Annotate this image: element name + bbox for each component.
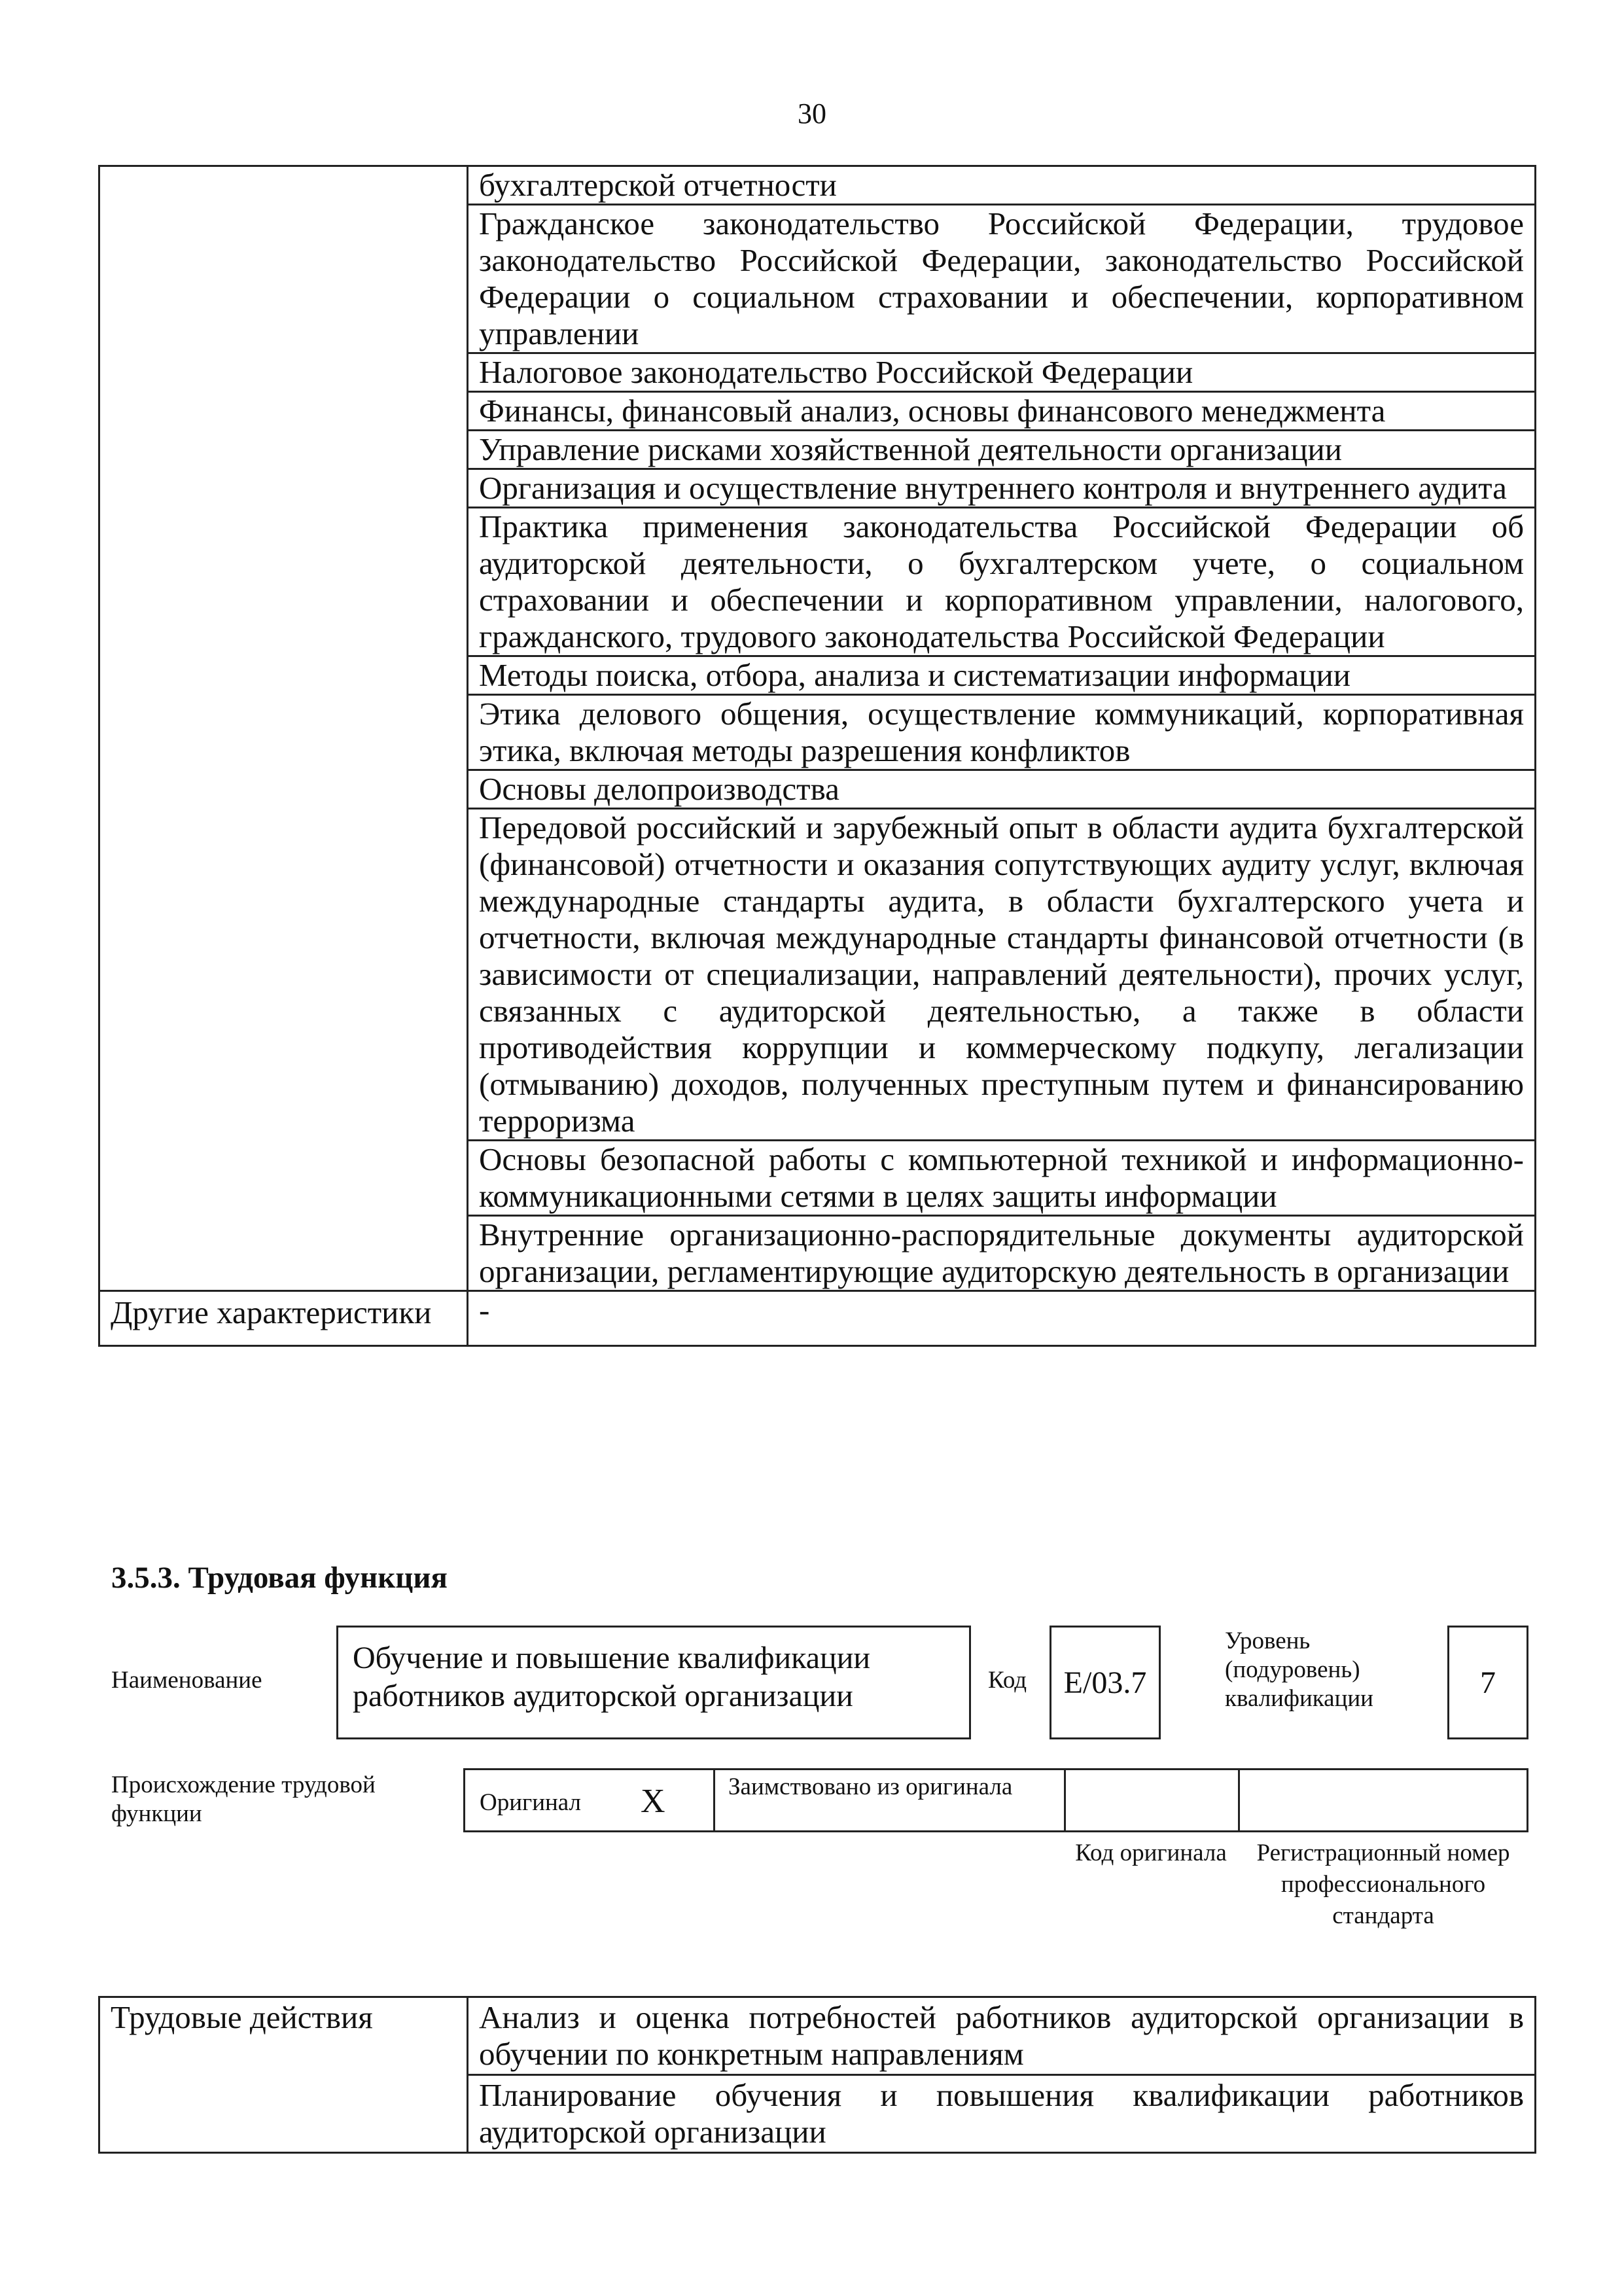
origin-label: Происхождение трудовой функции bbox=[111, 1771, 376, 1827]
other-characteristics-value: - bbox=[468, 1291, 1536, 1346]
table-row bbox=[99, 1997, 1536, 2075]
original-mark: X bbox=[641, 1783, 665, 1820]
borrowed-cell bbox=[715, 1770, 1066, 1830]
origin-row bbox=[463, 1768, 1528, 1832]
other-characteristics-label: Другие характеристики bbox=[99, 1291, 468, 1346]
table-cell: Организация и осуществление внутреннего контроля и внутреннего аудита bbox=[468, 469, 1536, 508]
table-cell: Основы делопроизводства bbox=[468, 770, 1536, 809]
table-cell: Методы поиска, отбора, анализа и систематизации информации bbox=[468, 656, 1536, 695]
original-cell bbox=[465, 1770, 715, 1830]
table-cell: Основы безопасной работы с компьютерной техникой и информационно-коммуникационными сетями в целях защиты информации bbox=[468, 1141, 1536, 1216]
table-cell: Налоговое законодательство Российской Федерации bbox=[468, 353, 1536, 392]
page-number: 30 bbox=[798, 98, 826, 130]
table-cell: Внутренние организационно-распорядительные документы аудиторской организации, регламентирующие аудиторскую деятельность в организации bbox=[468, 1216, 1536, 1291]
level-label: Уровень (подуровень) квалификации bbox=[1225, 1628, 1373, 1712]
table-cell: Анализ и оценка потребностей работников аудиторской организации в обучении по конкретным направлениям bbox=[468, 1997, 1536, 2075]
code-original-cell bbox=[1066, 1770, 1240, 1830]
code-label: Код bbox=[988, 1667, 1027, 1694]
section-heading: 3.5.3. Трудовая функция bbox=[111, 1561, 448, 1595]
table-cell: Практика применения законодательства Российской Федерации об аудиторской деятельности, о бухгалтерском учете, о социальном страховании и обеспечении и корпоративном управлении, налогового, гражданского, трудового законодательства Российской Федерации bbox=[468, 508, 1536, 656]
borrowed-label: Заимствовано из оригинала bbox=[728, 1773, 1013, 1800]
table-cell: Финансы, финансовый анализ, основы финансового менеджмента bbox=[468, 392, 1536, 431]
actions-label: Трудовые действия bbox=[99, 1997, 468, 2153]
table-cell: Передовой российский и зарубежный опыт в области аудита бухгалтерской (финансовой) отчетности и оказания сопутствующих аудиту услуг, включая международные стандарты аудита, в области бухгалтерского учета и отчетности, включая международные стандарты финансовой отчетности (в зависимости от специализации, направлений деятельности), прочих услуг, связанных с аудиторской деятельностью, а также в области противодействия коррупции и коммерческому подкупу, легализации (отмыванию) доходов, полученных преступным путем и финансированию терроризма bbox=[468, 809, 1536, 1141]
table-row bbox=[99, 1291, 1536, 1346]
name-label: Наименование bbox=[111, 1667, 262, 1694]
table-cell: Гражданское законодательство Российской Федерации, трудовое законодательство Российской Федерации, законодательство Российской Федерации о социальном страховании и обеспечении, корпоративном управлении bbox=[468, 205, 1536, 353]
reg-number-caption: Регистрационный номер профессионального стандарта bbox=[1256, 1840, 1510, 1929]
original-label: Оригинал bbox=[480, 1789, 582, 1816]
table-cell: Этика делового общения, осуществление коммуникаций, корпоративная этика, включая методы разрешения конфликтов bbox=[468, 695, 1536, 770]
function-name-box bbox=[336, 1626, 971, 1739]
merged-left-cell bbox=[99, 166, 468, 1291]
code-value: E/03.7 bbox=[1063, 1665, 1147, 1700]
function-name-value: Обучение и повышение квалификации работников аудиторской организации bbox=[353, 1641, 871, 1713]
code-original-caption: Код оригинала bbox=[1075, 1840, 1227, 1866]
table-cell: Планирование обучения и повышения квалификации работников аудиторской организации bbox=[468, 2075, 1536, 2153]
reg-number-cell bbox=[1240, 1770, 1527, 1830]
table-cell: бухгалтерской отчетности bbox=[468, 166, 1536, 205]
code-box bbox=[1050, 1626, 1161, 1739]
level-value: 7 bbox=[1480, 1665, 1496, 1700]
level-box bbox=[1447, 1626, 1528, 1739]
table-cell: Управление рисками хозяйственной деятельности организации bbox=[468, 431, 1536, 469]
table-row bbox=[99, 166, 1536, 205]
actions-table bbox=[98, 1996, 1536, 2154]
knowledge-table bbox=[98, 165, 1536, 1347]
